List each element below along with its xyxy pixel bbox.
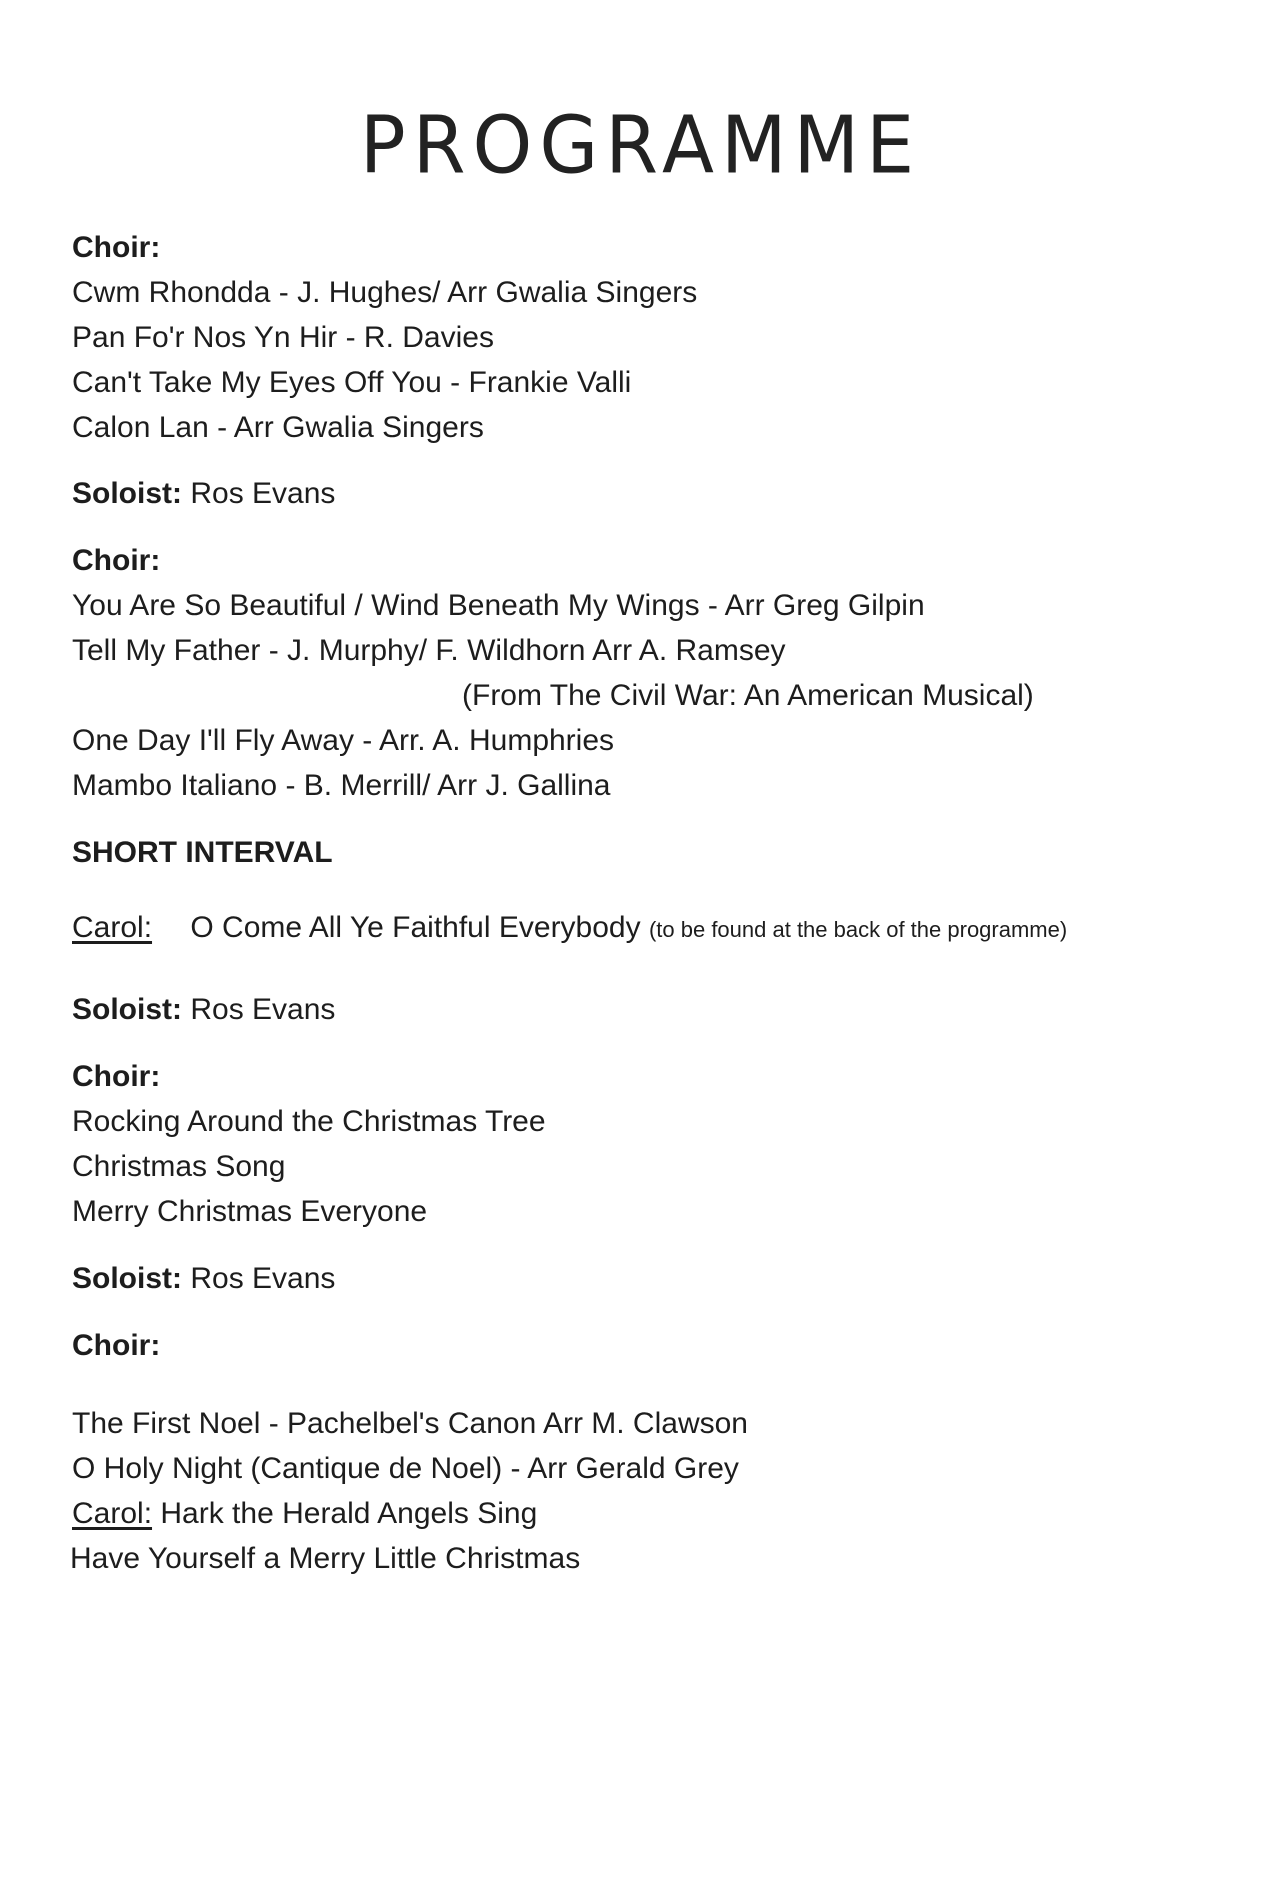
carol-title: Hark the Herald Angels Sing (160, 1497, 538, 1530)
soloist-line (72, 474, 335, 514)
soloist-name: Ros Evans (190, 993, 336, 1026)
carol-line (72, 908, 1067, 950)
carol-note: (to be found at the back of the programme) (648, 917, 1068, 942)
carol-title: O Come All Ye Faithful Everybody (190, 911, 641, 944)
song-item: O Holy Night (Cantique de Noel) - Arr Gerald Grey (72, 1452, 739, 1485)
song-item: The First Noel - Pachelbel's Canon Arr M. Clawson (72, 1407, 748, 1440)
soloist-line (72, 990, 335, 1030)
soloist-line (72, 1259, 335, 1299)
carol-label: Carol: (72, 1497, 153, 1530)
soloist-label: Soloist: (72, 477, 182, 510)
soloist-label: Soloist: (72, 993, 182, 1026)
song-item: Rocking Around the Christmas Tree (72, 1105, 546, 1138)
choir-heading: Choir: (72, 1060, 161, 1093)
choir-heading: Choir: (72, 231, 161, 264)
song-item: Pan Fo'r Nos Yn Hir - R. Davies (72, 321, 494, 354)
song-item: Merry Christmas Everyone (72, 1195, 428, 1228)
choir-heading: Choir: (72, 544, 161, 577)
soloist-label: Soloist: (72, 1262, 182, 1295)
song-item: One Day I'll Fly Away - Arr. A. Humphries (72, 724, 615, 757)
choir-heading: Choir: (72, 1329, 161, 1362)
page-title: PROGRAMME (359, 97, 922, 192)
song-subtitle: (From The Civil War: An American Musical) (462, 679, 1034, 712)
soloist-name: Ros Evans (190, 1262, 336, 1295)
song-item: Tell My Father - J. Murphy/ F. Wildhorn Arr A. Ramsey (72, 634, 786, 667)
song-item: You Are So Beautiful / Wind Beneath My Wings - Arr Greg Gilpin (72, 589, 925, 622)
song-item: Calon Lan - Arr Gwalia Singers (72, 411, 484, 444)
carol-line (72, 1494, 537, 1534)
song-item: Christmas Song (72, 1150, 286, 1183)
interval-heading: SHORT INTERVAL (72, 836, 333, 869)
soloist-name: Ros Evans (190, 477, 336, 510)
carol-label: Carol: (72, 911, 153, 944)
song-item: Have Yourself a Merry Little Christmas (70, 1542, 581, 1575)
song-item: Cwm Rhondda - J. Hughes/ Arr Gwalia Singers (72, 276, 698, 309)
song-item: Can't Take My Eyes Off You - Frankie Valli (72, 366, 632, 399)
song-item: Mambo Italiano - B. Merrill/ Arr J. Gallina (72, 769, 611, 802)
